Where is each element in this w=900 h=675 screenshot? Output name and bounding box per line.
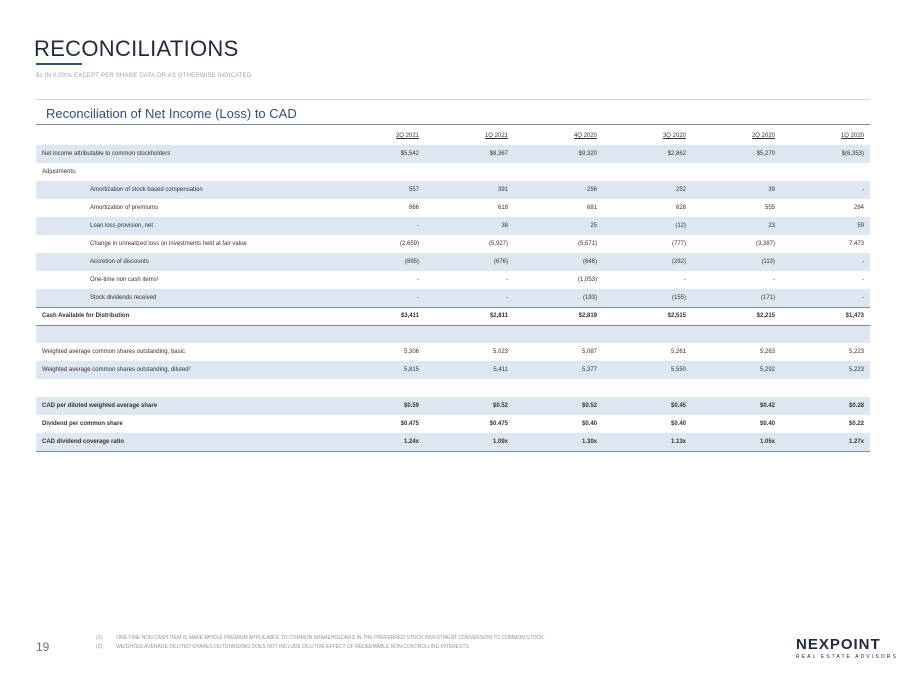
table-cell: 681 [586,205,597,211]
table-row [36,289,870,307]
table-cell: - [773,277,775,283]
table-cell: 7,473 [848,241,864,247]
table-cell: $2,215 [692,307,781,325]
table-cell: (646) [514,253,603,271]
table-cell: 5,263 [759,349,775,355]
table-cell: 555 [764,205,775,211]
table-row [36,271,870,289]
column-header: 2Q 2021 [395,133,419,139]
table-cell: 5,306 [403,349,419,355]
table-row [36,361,870,379]
table-cell [692,379,781,397]
table-cell: $1,473 [781,307,870,325]
table-cell: 1.13x [603,433,692,451]
row-label: Adjustments: [42,169,77,175]
table-cell: 391 [425,181,514,199]
table-row [36,235,870,253]
table-cell: $0.40 [670,421,686,427]
table-cell: 1.27x [781,433,870,451]
table-cell: 5,087 [581,349,597,355]
table-cell [336,163,425,181]
table-cell: 5,023 [492,349,508,355]
table-cell: (895) [336,253,425,271]
table-cell: $(6,353) [781,145,870,163]
column-header: 4Q 2020 [573,133,597,139]
table-row [36,379,870,397]
table-cell: - [684,277,686,283]
table-cell: 5,377 [514,361,603,379]
table-row [36,433,870,451]
column-header: 1Q 2020 [840,133,864,139]
table-cell: $0.475 [489,421,508,427]
table-cell: 5,815 [336,361,425,379]
table-cell: 5,261 [670,349,686,355]
row-label: Amortization of premiums [90,205,159,211]
table-cell: - [336,289,425,307]
table-cell: 38 [425,217,514,235]
table-cell: $0.28 [781,397,870,415]
table-row [36,307,870,325]
table-cell [336,325,425,343]
row-label: CAD per diluted weighted average share [36,397,336,415]
column-header: 3Q 2020 [662,133,686,139]
table-cell: $0.59 [336,397,425,415]
units-note: $s IN 0,000s EXCEPT PER SHARE DATA OR AS OTHERWISE INDICATED [36,73,252,79]
table-cell [514,163,603,181]
table-cell: $8,367 [425,145,514,163]
table-cell: (5,927) [488,241,508,247]
table-row [36,397,870,415]
row-label: Cash Available for Distribution [36,307,336,325]
table-cell [603,163,692,181]
table-cell: (676) [425,253,514,271]
row-label: Accretion of discounts [36,253,336,271]
row-label: Net income attributable to common stockholders [36,145,336,163]
table-row [36,343,870,361]
table-cell: (777) [671,241,686,247]
table-cell [425,163,514,181]
table-cell: (193) [514,289,603,307]
table-cell: $2,811 [425,307,514,325]
table-cell: (5,571) [577,241,597,247]
footnote-marker: (2) [96,644,103,650]
table-cell: $9,320 [514,145,603,163]
row-label [36,379,336,397]
table-cell: - [425,289,514,307]
table-cell: 1.05x [692,433,781,451]
table-cell: - [417,277,419,283]
table-cell: - [781,181,870,199]
table-cell: - [781,253,870,271]
table-cell [781,379,870,397]
table-cell [514,325,603,343]
table-cell: 23 [692,217,781,235]
table-cell [603,379,692,397]
table-row [36,199,870,217]
table-cell [514,379,603,397]
title-underline [36,63,82,65]
table-cell [781,325,870,343]
table-cell [336,379,425,397]
table-cell: (1,053) [577,277,597,283]
table-cell [781,163,870,181]
table-cell: (113) [692,253,781,271]
table-cell: $2,819 [514,307,603,325]
table-cell [603,325,692,343]
table-row [36,253,870,271]
table-cell [692,163,781,181]
table-cell: - [781,289,870,307]
table-row [36,217,870,235]
table-cell: 59 [781,217,870,235]
row-label: Loan loss provision, net [36,217,336,235]
table-cell: 256 [514,181,603,199]
table-cell: $5,542 [336,145,425,163]
section-divider-top [36,99,870,100]
table-cell: - [336,217,425,235]
table-cell: (12) [603,217,692,235]
table-cell [425,379,514,397]
table-cell: 557 [336,181,425,199]
table-cell: 5,292 [692,361,781,379]
row-label: One-time non cash items¹ [90,277,159,283]
reconciliation-table [36,127,870,452]
footnote-1 [96,634,545,643]
table-cell: $2,515 [603,307,692,325]
table-cell: 294 [853,205,864,211]
table-cell: $0.42 [692,397,781,415]
table-body [36,145,870,451]
table-cell: $3,411 [336,307,425,325]
table-cell: 628 [675,205,686,211]
section-divider-bottom [36,124,870,125]
table-cell: - [862,277,864,283]
table-cell: 5,550 [603,361,692,379]
table-cell: $0.40 [581,421,597,427]
column-header: 2Q 2020 [751,133,775,139]
table-cell: $0.52 [425,397,514,415]
table-cell: 5,411 [425,361,514,379]
row-label: Dividend per common share [42,421,123,427]
table-row [36,181,870,199]
table-cell: 866 [408,205,419,211]
table-cell: 1.30x [514,433,603,451]
table-cell: $0.475 [400,421,419,427]
row-label: Change in unrealized loss on investments held at fair value [90,241,247,247]
company-logo [796,636,898,660]
table-row [36,325,870,343]
footnote-2 [96,643,545,652]
table-row [36,415,870,433]
column-header-label [36,127,336,145]
footnote-text: ONE TIME NON CASH ITEM IS MAKE WHOLE PREMIUM APPLICABLE TO COMMON SHAREHOLDERS IN THE PREFERRED STOCK INVESTMENT CONVERSION TO COMMON STOCK. [116,635,545,641]
table-cell: (2,659) [399,241,419,247]
table-cell: - [506,277,508,283]
table-cell: $0.45 [603,397,692,415]
table-cell: $2,862 [603,145,692,163]
row-label [36,325,336,343]
table-cell: 1.09x [425,433,514,451]
table-cell [425,325,514,343]
row-label: Amortization of stock based compensation [36,181,336,199]
table-cell: (171) [692,289,781,307]
footnotes [96,634,545,652]
table-cell: 5,223 [848,349,864,355]
logo-wordmark: NEXPOINT [796,636,881,653]
footnote-text: WEIGHTED AVERAGE DILUTED SHARES OUTSTANDING DOES NOT INCLUDE DILUTIVE EFFECT OF REDEEMABLE NON CONTROLLING INTERESTS [116,644,469,650]
page-number: 19 [36,640,50,654]
table-cell [692,325,781,343]
row-label: Weighted average common shares outstanding, basic [42,349,185,355]
table-cell: $0.52 [514,397,603,415]
table-cell: 618 [497,205,508,211]
section-title: Reconciliation of Net Income (Loss) to CAD [46,106,297,121]
page-title: RECONCILIATIONS [34,36,239,61]
table-cell: (155) [603,289,692,307]
table-cell: (282) [603,253,692,271]
table-row [36,163,870,181]
column-header: 1Q 2021 [484,133,508,139]
table-cell: 39 [692,181,781,199]
table-cell: 25 [514,217,603,235]
table-cell: $0.40 [759,421,775,427]
table-cell: $0.22 [848,421,864,427]
logo-tagline: REAL ESTATE ADVISORS [796,654,898,660]
row-label: Stock dividends received [36,289,336,307]
table-cell: (3,387) [755,241,775,247]
table-cell: 1.24x [336,433,425,451]
table-cell: $5,270 [692,145,781,163]
table-row [36,145,870,163]
table-cell: 5,223 [781,361,870,379]
row-label: Weighted average common shares outstanding, diluted² [36,361,336,379]
table-header-row [36,127,870,145]
table-cell: 252 [603,181,692,199]
row-label: CAD dividend coverage ratio [36,433,336,451]
footnote-marker: (1) [96,635,103,641]
